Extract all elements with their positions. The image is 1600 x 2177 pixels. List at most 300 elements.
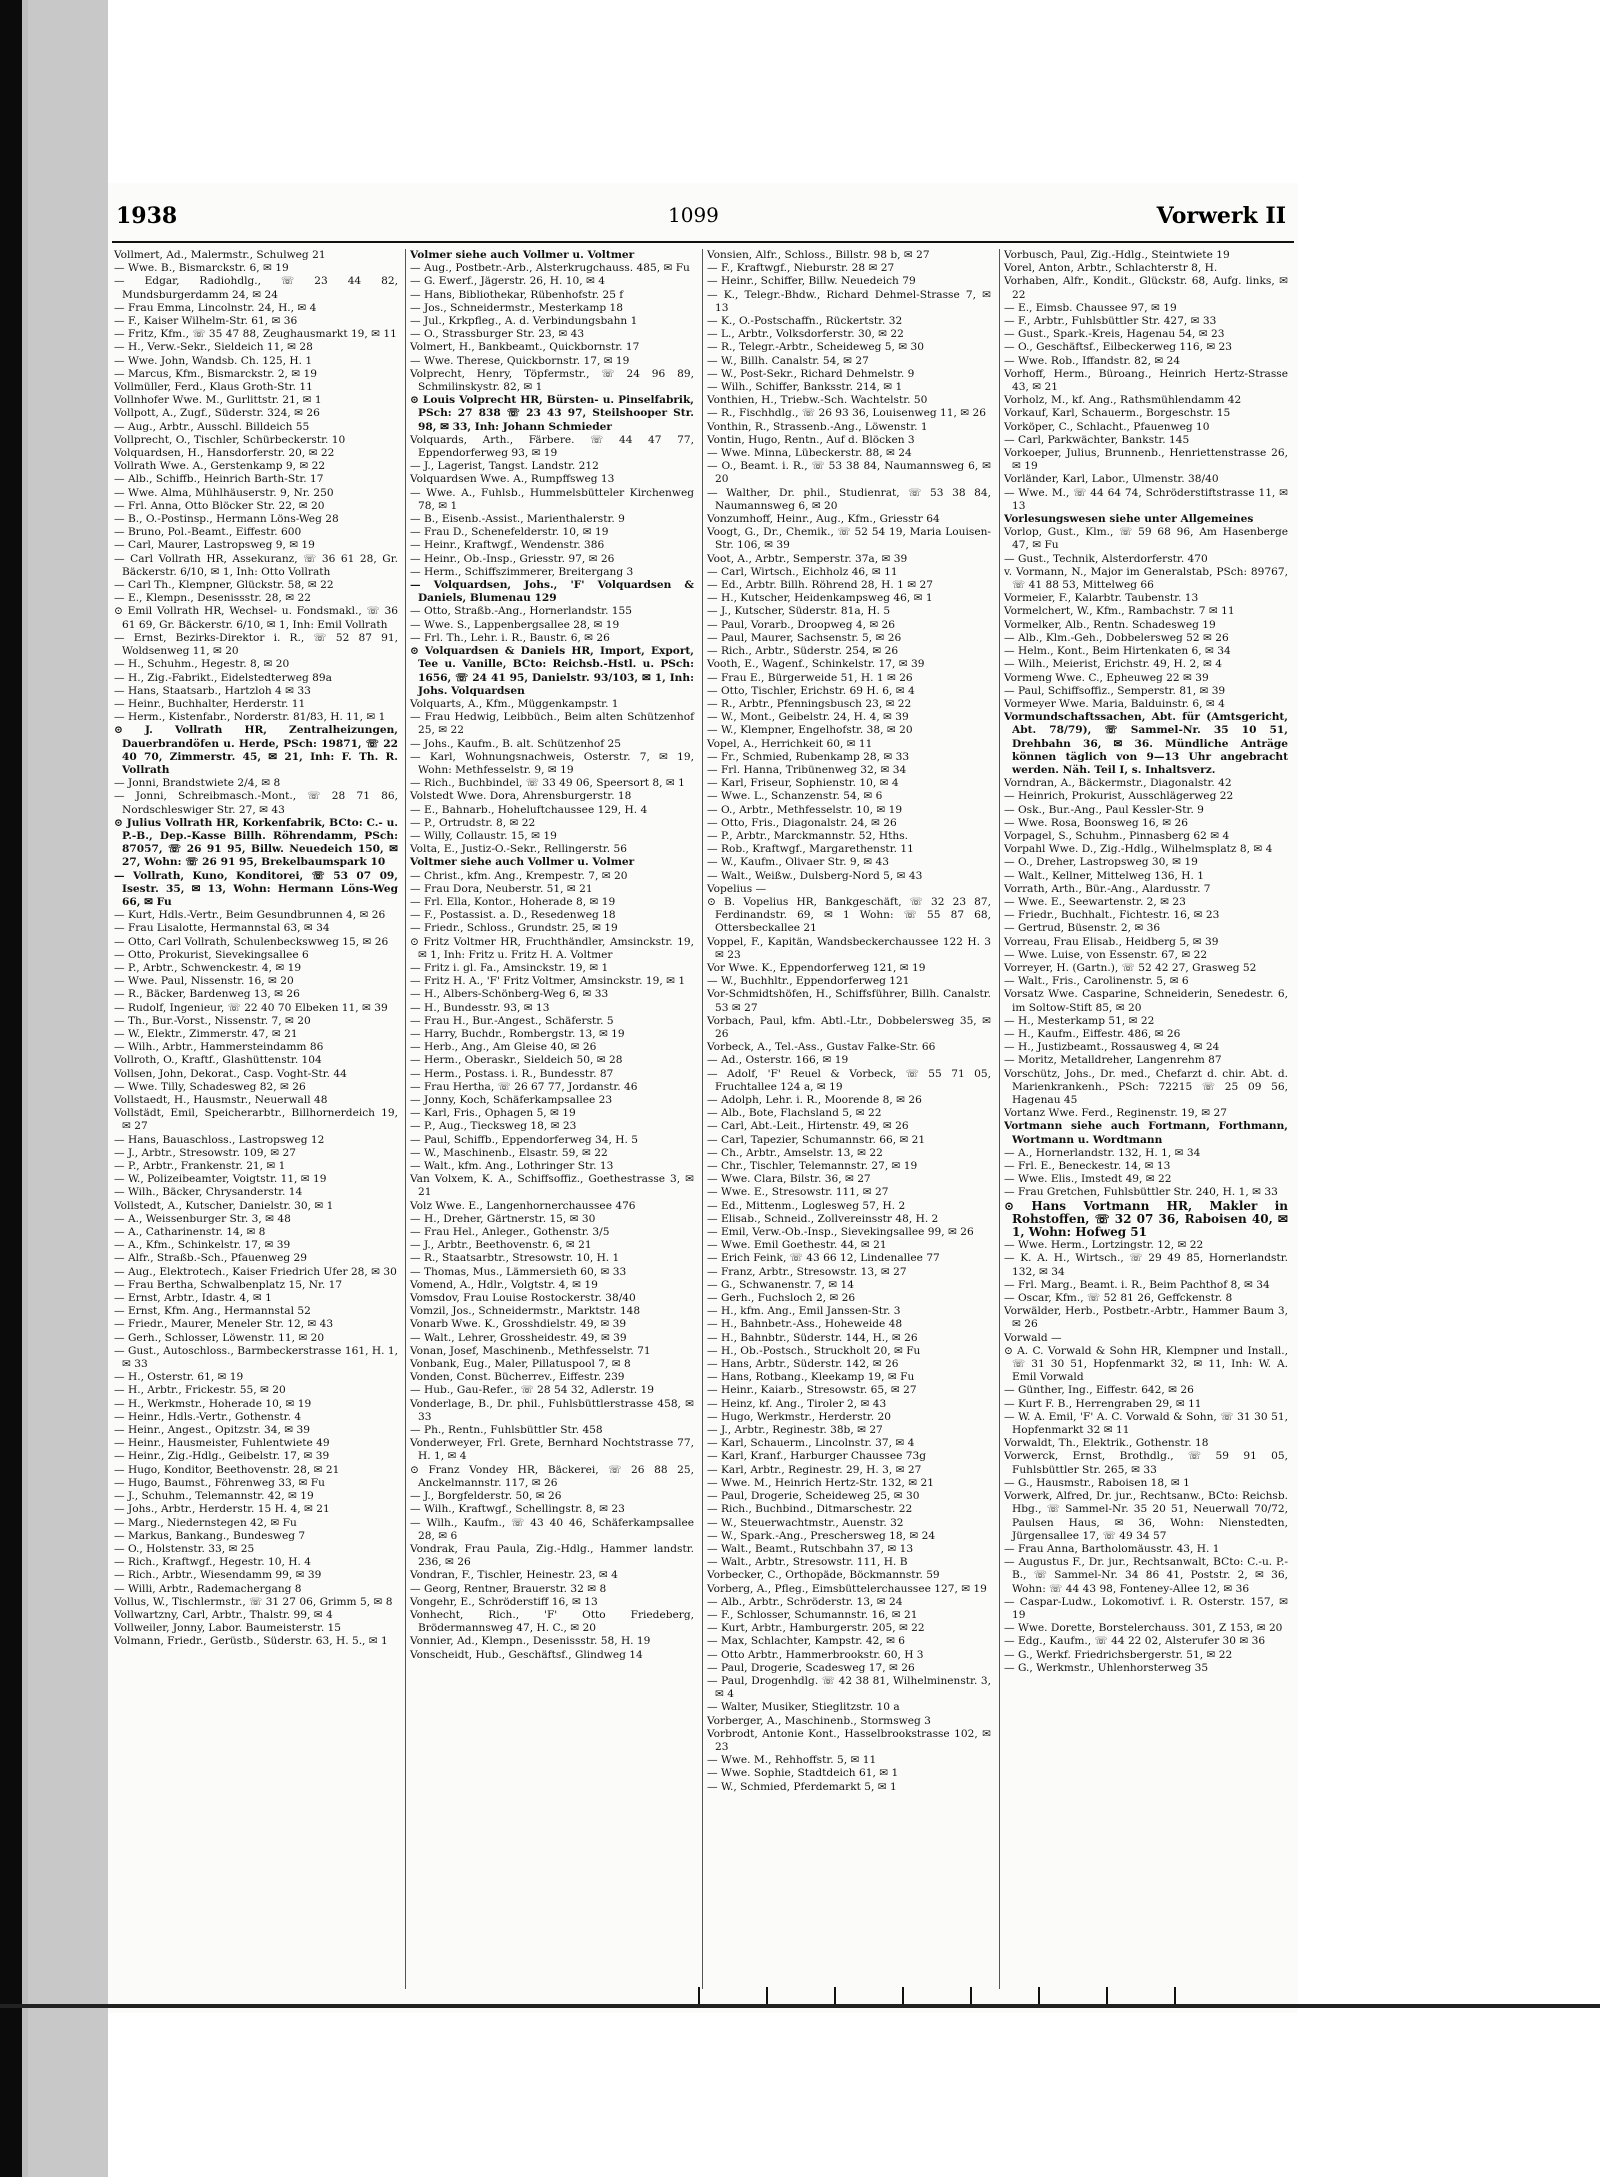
directory-entry: — Walt., Fris., Carolinenstr. 5, ✉ 6: [1004, 975, 1189, 988]
directory-entry: Vorholz, M., kf. Ang., Rathsmühlendamm 42: [1004, 394, 1242, 407]
directory-entry: — R., Telegr.-Arbtr., Scheideweg 5, ✉ 30: [707, 341, 924, 354]
book-binding-shadow: [0, 0, 22, 2177]
directory-entry: — Rich., Arbtr., Wiesendamm 99, ✉ 39: [114, 1569, 322, 1582]
directory-entry: — Heinr., Schiffer, Billw. Neuedeich 79: [707, 275, 916, 288]
directory-entry: — Frau Emma, Lincolnstr. 24, H., ✉ 4: [114, 301, 317, 314]
directory-entry: Vonan, Josef, Maschinenb., Methfesselstr. 71: [410, 1344, 651, 1357]
directory-entry: — Hans, Bauaschloss., Lastropsweg 12: [114, 1133, 325, 1146]
directory-entry: — Oscar, Kfm., ☏ 52 81 26, Geffckenstr. 8: [1004, 1292, 1233, 1305]
directory-entry: — R., Arbtr., Pfenningsbusch 23, ✉ 22: [707, 697, 912, 710]
directory-entry: — Heinr., Kraftwgf., Wendenstr. 386: [410, 539, 605, 552]
directory-entry: — Ernst, Bezirks-Direktor i. R., ☏ 52 87 91, Woldsenweg 11, ✉ 20: [114, 631, 398, 658]
directory-entry: — Frl. Th., Lehr. i. R., Baustr. 6, ✉ 26: [410, 631, 610, 644]
directory-entry: — Paul, Drogenhdlg. ☏ 42 38 81, Wilhelminenstr. 3, ✉ 4: [707, 1674, 991, 1701]
directory-entry: Vorberg, A., Pfleg., Eimsbüttelerchaussee 127, ✉ 19: [707, 1582, 987, 1595]
directory-entry: Vonbank, Eug., Maler, Pillatuspool 7, ✉ 8: [410, 1358, 631, 1371]
directory-entry: Vorwerck, Ernst, Brothdlg., ☏ 59 91 05, Fuhlsbüttler Str. 265, ✉ 33: [1004, 1450, 1288, 1476]
directory-entry: — Wwe. E., Stresowstr. 111, ✉ 27: [707, 1186, 889, 1199]
directory-entry: — P., Arbtr., Marckmannstr. 52, Hths.: [707, 829, 909, 842]
directory-entry: — H., Bahnbtr., Süderstr. 144, H., ✉ 26: [707, 1331, 918, 1344]
column-2: [410, 249, 694, 1662]
directory-entry: — G., Schwanenstr. 7, ✉ 14: [707, 1278, 854, 1291]
directory-entry: — Ernst, Arbtr., Idastr. 4, ✉ 1: [114, 1292, 272, 1305]
directory-entry: — Wwe. Elis., Imstedt 49, ✉ 22: [1004, 1173, 1172, 1186]
directory-entry: Vorpagel, S., Schuhm., Pinnasberg 62 ✉ 4: [1004, 829, 1230, 842]
directory-entry: Voppel, F., Kapitän, Wandsbeckerchaussee 122 H. 3 ✉ 23: [707, 935, 991, 961]
directory-entry: — Wwe. M., Rehhoffstr. 5, ✉ 11: [707, 1754, 877, 1767]
directory-entry: Vonnier, Ad., Klempn., Desenissstr. 58, H. 19: [410, 1635, 651, 1648]
directory-entry: — Elisab., Schneid., Zollvereinsstr 48, H. 2: [707, 1212, 939, 1225]
directory-entry: — E., Klempn., Desenissstr. 28, ✉ 22: [114, 592, 311, 605]
directory-entry: Vopelius —: [707, 882, 767, 895]
directory-entry: Vollstaedt, H., Hausmstr., Neuerwall 48: [114, 1094, 328, 1106]
directory-entry: — Wwe. Rob., Iffandstr. 82, ✉ 24: [1004, 354, 1181, 367]
directory-entry: — Wwe. Emil Goethestr. 44, ✉ 21: [707, 1239, 887, 1252]
directory-entry: — Paul, Maurer, Sachsenstr. 5, ✉ 26: [707, 631, 902, 644]
directory-entry: Van Volxem, K. A., Schiffsoffiz., Goethestrasse 3, ✉ 21: [410, 1173, 694, 1199]
directory-entry: Vonderweyer, Frl. Grete, Bernhard Nochtstrasse 77, H. 1, ✉ 4: [410, 1437, 694, 1463]
directory-entry: Vomzil, Jos., Schneidermstr., Marktstr. 148: [410, 1305, 641, 1318]
directory-entry: — Harry, Buchdr., Rombergstr. 13, ✉ 19: [410, 1027, 625, 1040]
directory-entry: Volta, E., Justiz-O.-Sekr., Rellingerstr. 56: [410, 843, 628, 856]
directory-entry: — B., O.-Postinsp., Hermann Löns-Weg 28: [114, 513, 339, 526]
directory-entry: Volmert, H., Bankbeamt., Quickbornstr. 17: [410, 341, 640, 354]
directory-entry: — K. A. H., Wirtsch., ☏ 29 49 85, Hornerlandstr. 132, ✉ 34: [1004, 1252, 1288, 1278]
directory-entry: Vollmert, Ad., Malermstr., Schulweg 21: [114, 249, 326, 261]
directory-entry: Vorköper, C., Schlacht., Pfauenweg 10: [1004, 420, 1210, 433]
directory-entry: Vollroth, O., Kraftf., Glashüttenstr. 104: [114, 1054, 322, 1067]
directory-entry: Volquardsen Wwe. A., Rumpffsweg 13: [410, 473, 615, 486]
directory-entry: — A., Weissenburger Str. 3, ✉ 48: [114, 1212, 291, 1225]
guide-word: Vorwerk II: [1156, 203, 1286, 229]
directory-entry: — Paul, Vorarb., Droopweg 4, ✉ 26: [707, 618, 896, 631]
directory-entry: — F., Arbtr., Fuhlsbüttler Str. 427, ✉ 33: [1004, 315, 1217, 328]
directory-entry: — H., Albers-Schönberg-Weg 6, ✉ 33: [410, 988, 609, 1001]
directory-entry: Vollus, W., Tischlermstr., ☏ 31 27 06, Grimm 5, ✉ 8: [114, 1595, 393, 1608]
directory-entry: — K., Telegr.-Bhdw., Richard Dehmel-Strasse 7, ✉ 13: [707, 288, 991, 314]
directory-entry: — Wwe. Sophie, Stadtdeich 61, ✉ 1: [707, 1767, 899, 1780]
directory-entry: — Caspar-Ludw., Lokomotivf. i. R. Osterstr. 157, ✉ 19: [1004, 1595, 1288, 1621]
directory-entry: — Wwe. B., Bismarckstr. 6, ✉ 19: [114, 262, 289, 275]
directory-entry: ⊙ Franz Vondey HR, Bäckerei, ☏ 26 88 25, Anckelmannstr. 117, ✉ 26: [410, 1463, 694, 1489]
directory-entry: — Th., Bur.-Vorst., Nissenstr. 7, ✉ 20: [114, 1014, 311, 1027]
directory-entry: — Frau Hertha, ☏ 26 67 77, Jordanstr. 46: [410, 1080, 638, 1093]
directory-entry: ⊙ Hans Vortmann HR, Makler in Rohstoffen, ☏ 32 07 36, Raboisen 40, ✉ 1, Wohn: Hofweg 51: [1004, 1198, 1288, 1240]
directory-entry: — Walt., Kellner, Mittelweg 136, H. 1: [1004, 869, 1204, 882]
directory-entry: — O., Dreher, Lastropsweg 30, ✉ 19: [1004, 856, 1198, 869]
directory-entry: — Jos., Schneidermstr., Mesterkamp 18: [410, 301, 624, 314]
directory-entry: — Gerh., Schlosser, Löwenstr. 11, ✉ 20: [114, 1331, 325, 1344]
directory-entry: Vondrak, Frau Paula, Zig.-Hdlg., Hammer landstr. 236, ✉ 26: [410, 1542, 694, 1569]
directory-entry: — Heinrich, Prokurist, Ausschlägerweg 22: [1004, 790, 1234, 803]
directory-entry: Vonthien, H., Triebw.-Sch. Wachtelstr. 50: [707, 394, 928, 407]
directory-entry: Vomsdov, Frau Louise Rostockerstr. 38/40: [410, 1292, 636, 1305]
directory-entry: — H., Ob.-Postsch., Struckholt 20, ✉ Fu: [707, 1344, 921, 1357]
directory-entry: — L., Arbtr., Volksdorferstr. 30, ✉ 22: [707, 328, 904, 341]
directory-entry: — P., Arbtr., Frankenstr. 21, ✉ 1: [114, 1160, 286, 1173]
directory-entry: — Kurt F. B., Herrengraben 29, ✉ 11: [1004, 1397, 1202, 1410]
directory-entry: — Christ., kfm. Ang., Krempestr. 7, ✉ 20: [410, 869, 628, 882]
directory-entry: Vollwartzny, Carl, Arbtr., Thalstr. 99, ✉ 4: [114, 1608, 333, 1621]
directory-entry: — Wwe. S., Lappenbergsallee 28, ✉ 19: [410, 618, 620, 631]
directory-entry: — Friedr., Buchhalt., Fichtestr. 16, ✉ 23: [1004, 909, 1220, 922]
directory-entry: Vorreau, Frau Elisab., Heidberg 5, ✉ 39: [1004, 935, 1219, 948]
directory-entry: — Wwe. Dorette, Borstelerchauss. 301, Z 153, ✉ 20: [1004, 1622, 1283, 1635]
directory-entry: Vongehr, E., Schröderstiff 16, ✉ 13: [410, 1595, 598, 1608]
directory-entry: Vorreyer, H. (Gartn.), ☏ 52 42 27, Grasweg 52: [1004, 961, 1257, 974]
directory-entry: — Karl, Schauerm., Lincolnstr. 37, ✉ 4: [707, 1437, 915, 1450]
directory-entry: — Carl, Maurer, Lastropsweg 9, ✉ 19: [114, 539, 315, 552]
directory-entry: — Adolf, 'F' Reuel & Vorbeck, ☏ 55 71 05, Fruchtallee 124 a, ✉ 19: [707, 1067, 991, 1093]
directory-entry: Vorwerk, Alfred, Dr. jur., Rechtsanw., BCto: Reichsb. Hbg., ☏ Sammel-Nr. 35 20 51, Neuerwall 70/72, Paulsen Haus, ✉ 36, Wohn: Nienstedten, Jürgensallee 17, ☏ 49 34 57: [1004, 1490, 1288, 1542]
directory-entry: — Ed., Arbtr. Billh. Röhrend 28, H. 1 ✉ 27: [707, 579, 933, 592]
directory-page: [108, 183, 1298, 2013]
directory-entry: ⊙ Fritz Voltmer HR, Fruchthändler, Amsinckstr. 19, ✉ 1, Inh: Fritz u. Fritz H. A. Voltmer: [410, 935, 694, 961]
directory-entry: — J., Kutscher, Süderstr. 81a, H. 5: [707, 605, 891, 618]
directory-entry: — Wwe. A., Fuhlsb., Hummelsbütteler Kirchenweg 78, ✉ 1: [410, 486, 694, 512]
directory-entry: — Frau Hel., Anleger., Gothenstr. 3/5: [410, 1226, 610, 1239]
directory-entry: — Wwe. Minna, Lübeckerstr. 88, ✉ 24: [707, 447, 912, 460]
directory-entry: — Herm., Postass. i. R., Bundesstr. 87: [410, 1067, 614, 1080]
directory-entry: Vorbecker, C., Orthopäde, Böckmannstr. 59: [707, 1569, 940, 1582]
directory-entry: Vonarb Wwe. K., Grosshdielstr. 49, ✉ 39: [410, 1318, 627, 1331]
directory-entry: — H., kfm. Ang., Emil Janssen-Str. 3: [707, 1305, 901, 1318]
directory-entry: — W., Steuerwachtmstr., Auenstr. 32: [707, 1516, 904, 1529]
directory-entry: Vortanz Wwe. Ferd., Reginenstr. 19, ✉ 27: [1004, 1107, 1228, 1120]
directory-entry: Vondran, F., Tischler, Heinestr. 23, ✉ 4: [410, 1569, 618, 1582]
directory-entry: Vormundschaftssachen, Abt. für (Amtsgericht, Abt. 78/79), ☏ Sammel-Nr. 35 10 51, Drehbahn 36, ✉ 36. Mündliche Anträge können täglich von 9—13 Uhr angebracht werden. Näh. Teil I, s. Inhaltsverz.: [1004, 711, 1288, 776]
directory-entry: — Ph., Rentn., Fuhlsbüttler Str. 458: [410, 1424, 603, 1437]
directory-entry: — Heinr., Zig.-Hdlg., Geibelstr. 17, ✉ 39: [114, 1450, 330, 1463]
scan-margin: [28, 0, 108, 2177]
directory-entry: Vorpahl Wwe. D., Zig.-Hdlg., Wilhelmsplatz 8, ✉ 4: [1004, 843, 1273, 856]
directory-entry: Vorwälder, Herb., Postbetr.-Arbtr., Hammer Baum 3, ✉ 26: [1004, 1305, 1288, 1331]
directory-entry: Vorkauf, Karl, Schauerm., Borgeschstr. 15: [1004, 407, 1231, 420]
directory-entry: Vollmüller, Ferd., Klaus Groth-Str. 11: [114, 381, 313, 394]
directory-entry: — Rich., Buchbind., Ditmarschestr. 22: [707, 1503, 913, 1516]
directory-entry: — R., Staatsarbtr., Stresowstr. 10, H. 1: [410, 1252, 620, 1265]
directory-entry: — P., Aug., Tiecksweg 18, ✉ 23: [410, 1120, 577, 1133]
directory-entry: — Friedr., Maurer, Meneler Str. 12, ✉ 43: [114, 1318, 334, 1331]
directory-entry: — H., Schuhm., Hegestr. 8, ✉ 20: [114, 658, 290, 671]
directory-entry: — Carl Vollrath HR, Assekuranz, ☏ 36 61 28, Gr. Bäckerstr. 6/10, ✉ 1, Inh: Otto Vollrath: [114, 552, 398, 578]
directory-entry: — W., Kaufm., Olivaer Str. 9, ✉ 43: [707, 856, 890, 869]
directory-entry: — Wwe. Luise, von Essenstr. 67, ✉ 22: [1004, 948, 1208, 961]
directory-entry: — O., Strassburger Str. 23, ✉ 43: [410, 328, 585, 341]
directory-entry: — H., Kutscher, Heidenkampsweg 46, ✉ 1: [707, 592, 933, 605]
directory-entry: Vorländer, Karl, Labor., Ulmenstr. 38/40: [1004, 473, 1219, 486]
directory-entry: — A., Hornerlandstr. 132, H. 1, ✉ 34: [1004, 1146, 1201, 1159]
directory-entry: ⊙ Julius Vollrath HR, Korkenfabrik, BCto: C.- u. P.-B., Dep.-Kasse Billh. Röhrendamm, PSch: 87057, ☏ 26 91 95, Billw. Neuedeich 150, ✉ 27, Wohn: ☏ 26 91 95, Brekelbaumspark 10: [114, 816, 398, 869]
column-4: [1004, 249, 1288, 1675]
directory-entry: Vormelchert, W., Kfm., Rambachstr. 7 ✉ 11: [1004, 605, 1235, 618]
directory-entry: — Frl. Anna, Otto Blöcker Str. 22, ✉ 20: [114, 499, 325, 512]
directory-entry: Vollstedt, A., Kutscher, Danielstr. 30, ✉ 1: [114, 1199, 334, 1212]
directory-entry: — Frl. Marg., Beamt. i. R., Beim Pachthof 8, ✉ 34: [1004, 1278, 1270, 1291]
directory-entry: — Paul, Drogerie, Scadesweg 17, ✉ 26: [707, 1661, 915, 1674]
directory-entry: Vorwald —: [1004, 1331, 1062, 1344]
directory-entry: — O., Holstenstr. 33, ✉ 25: [114, 1542, 255, 1555]
directory-entry: — Hugo, Konditor, Beethovenstr. 28, ✉ 21: [114, 1463, 340, 1476]
directory-entry: — Thomas, Mus., Lämmersieth 60, ✉ 33: [410, 1265, 627, 1278]
directory-entry: — R., Bäcker, Bardenweg 13, ✉ 26: [114, 988, 300, 1001]
directory-entry: — Wwe. Clara, Bilstr. 36, ✉ 27: [707, 1173, 871, 1186]
directory-entry: ⊙ B. Vopelius HR, Bankgeschäft, ☏ 32 23 87, Ferdinandstr. 69, ✉ 1 Wohn: ☏ 55 87 68, Ottersbeckallee 21: [707, 895, 991, 935]
directory-entry: — E., Eimsb. Chaussee 97, ✉ 19: [1004, 301, 1177, 314]
directory-entry: — Hugo, Werkmstr., Herderstr. 20: [707, 1410, 891, 1423]
directory-entry: — Carl, Abt.-Leit., Hirtenstr. 49, ✉ 26: [707, 1120, 909, 1133]
directory-entry: — Chr., Tischler, Telemannstr. 27, ✉ 19: [707, 1160, 918, 1173]
directory-entry: — Heinr., Kaiarb., Stresowstr. 65, ✉ 27: [707, 1384, 917, 1397]
directory-entry: Vopel, A., Herrichkeit 60, ✉ 11: [707, 737, 873, 750]
directory-entry: — Emil, Verw.-Ob.-Insp., Sievekingsallee 99, ✉ 26: [707, 1226, 974, 1239]
directory-entry: — F., Kaiser Wilhelm-Str. 61, ✉ 36: [114, 315, 298, 328]
directory-entry: — Walt., Arbtr., Stresowstr. 111, H. B: [707, 1556, 908, 1569]
directory-entry: — Franz, Arbtr., Stresowstr. 13, ✉ 27: [707, 1265, 907, 1278]
directory-entry: — Herm., Oberaskr., Sieldeich 50, ✉ 28: [410, 1054, 623, 1067]
directory-entry: — Otto, Fris., Diagonalstr. 24, ✉ 26: [707, 816, 897, 829]
directory-entry: — Friedr., Schloss., Grundstr. 25, ✉ 19: [410, 922, 618, 935]
directory-entry: — G., Werkmstr., Uhlenhorsterweg 35: [1004, 1661, 1209, 1674]
directory-entry: Voogt, G., Dr., Chemik., ☏ 52 54 19, Maria Louisen-Str. 106, ✉ 39: [707, 526, 991, 552]
directory-entry: — Gust., Spark.-Kreis, Hagenau 54, ✉ 23: [1004, 328, 1225, 341]
directory-entry: — Carl, Tapezier, Schumannstr. 66, ✉ 21: [707, 1133, 926, 1146]
directory-entry: — W., Schmied, Pferdemarkt 5, ✉ 1: [707, 1780, 897, 1793]
directory-entry: Vonthin, R., Strassenb.-Ang., Löwenstr. 1: [707, 420, 928, 433]
directory-entry: — Jonny, Koch, Schäferkampsallee 23: [410, 1094, 613, 1106]
directory-entry: — W., Billh. Canalstr. 54, ✉ 27: [707, 354, 869, 367]
directory-entry: Vormelker, Alb., Rentn. Schadesweg 19: [1004, 618, 1216, 631]
directory-entry: — Alb., Arbtr., Schröderstr. 13, ✉ 24: [707, 1595, 903, 1608]
directory-entry: ⊙ Louis Volprecht HR, Bürsten- u. Pinselfabrik, PSch: 27 838 ☏ 23 43 97, Steilshooper Str. 98, ✉ 33, Inh: Johann Schmieder: [410, 394, 694, 433]
directory-entry: — Frau Gretchen, Fuhlsbüttler Str. 240, H. 1, ✉ 33: [1004, 1186, 1278, 1199]
directory-entry: Vonsien, Alfr., Schloss., Billstr. 98 b, ✉ 27: [707, 249, 930, 261]
directory-entry: Volquards, Arth., Färbere. ☏ 44 47 77, Eppendorferweg 93, ✉ 19: [410, 433, 694, 460]
directory-entry: — O., Arbtr., Methfesselstr. 10, ✉ 19: [707, 803, 903, 816]
directory-entry: Vorel, Anton, Arbtr., Schlachterstr 8, H.: [1004, 262, 1218, 275]
directory-entry: — Georg, Rentner, Brauerstr. 32 ✉ 8: [410, 1582, 607, 1595]
directory-entry: ⊙ Volquardsen & Daniels HR, Import, Export, Tee u. Vanille, BCto: Reichsb.-Hstl. u. PSch: 1656, ☏ 24 41 95, Danielstr. 93/103, ✉ 1, Inh: Johs. Volquardsen: [410, 645, 694, 697]
directory-entry: Vorndran, A., Bäckermstr., Diagonalstr. 42: [1004, 777, 1232, 790]
directory-entry: — Walt., Lehrer, Grossheidestr. 49, ✉ 39: [410, 1331, 627, 1344]
running-head: [108, 203, 1298, 233]
directory-entry: — Frau Anna, Bartholomäusstr. 43, H. 1: [1004, 1542, 1220, 1555]
directory-entry: — Wilh., Kaufm., ☏ 43 40 46, Schäferkampsallee 28, ✉ 6: [410, 1516, 694, 1542]
directory-entry: — Marcus, Kfm., Bismarckstr. 2, ✉ 19: [114, 367, 318, 380]
directory-entry: — Edg., Kaufm., ☏ 44 22 02, Alsterufer 30 ✉ 36: [1004, 1635, 1266, 1648]
directory-entry: Vorhoff, Herm., Büroang., Heinrich Hertz-Strasse 43, ✉ 21: [1004, 367, 1288, 394]
directory-entry: — Heinr., Hdls.-Vertr., Gothenstr. 4: [114, 1410, 302, 1423]
directory-entry: Vollsen, John, Dekorat., Casp. Voght-Str. 44: [114, 1067, 347, 1080]
directory-entry: — Ad., Osterstr. 166, ✉ 19: [707, 1054, 849, 1067]
directory-entry: Vollprecht, O., Tischler, Schürbeckerstr. 10: [114, 433, 346, 446]
column-divider: [702, 249, 703, 1989]
directory-entry: — Ernst, Kfm. Ang., Hermannstal 52: [114, 1305, 311, 1318]
directory-entry: Vollpott, A., Zugf., Süderstr. 324, ✉ 26: [114, 407, 320, 420]
directory-entry: — Karl, Friseur, Sophienstr. 10, ✉ 4: [707, 777, 899, 790]
directory-entry: Volprecht, Henry, Töpfermstr., ☏ 24 96 89, Schmilinskystr. 82, ✉ 1: [410, 367, 694, 394]
directory-entry: Vorberger, A., Maschinenb., Stormsweg 3: [707, 1714, 931, 1727]
directory-entry: — Alb., Klm.-Geh., Dobbelersweg 52 ✉ 26: [1004, 631, 1229, 644]
directory-entry: — A., Kfm., Schinkelstr. 17, ✉ 39: [114, 1239, 291, 1252]
directory-entry: — Alb., Bote, Flachsland 5, ✉ 22: [707, 1107, 882, 1120]
directory-entry: — Wwe. M., Heinrich Hertz-Str. 132, ✉ 21: [707, 1476, 934, 1489]
directory-entry: Vormeier, F., Kalarbtr. Taubenstr. 13: [1004, 592, 1199, 605]
directory-entry: — H., Kaufm., Eiffestr. 486, ✉ 26: [1004, 1027, 1181, 1040]
directory-entry: — Walter, Musiker, Stieglitzstr. 10 a: [707, 1701, 900, 1714]
directory-entry: — Osk., Bur.-Ang., Paul Kessler-Str. 9: [1004, 803, 1204, 816]
directory-entry: — R., Fischhdlg., ☏ 26 93 36, Louisenweg 11, ✉ 26: [707, 407, 986, 420]
directory-entry: — Jonni, Brandstwiete 2/4, ✉ 8: [114, 777, 281, 790]
directory-entry: — Rich., Kraftwgf., Hegestr. 10, H. 4: [114, 1556, 311, 1569]
directory-entry: — W., Buchhltr., Eppendorferweg 121: [707, 975, 910, 988]
directory-entry: — Hans, Staatsarb., Hartzloh 4 ✉ 33: [114, 684, 311, 697]
directory-entry: — Adolph, Lehr. i. R., Moorende 8, ✉ 26: [707, 1094, 922, 1106]
directory-entry: — G., Hausmstr., Raboisen 18, ✉ 1: [1004, 1476, 1190, 1489]
directory-entry: — Wwe. Tilly, Schadesweg 82, ✉ 26: [114, 1080, 306, 1093]
directory-entry: — Walt., Weißw., Dulsberg-Nord 5, ✉ 43: [707, 869, 923, 882]
directory-entry: Vonden, Const. Bücherrev., Eiffestr. 239: [410, 1371, 625, 1384]
directory-entry: — Frl. E., Beneckestr. 14, ✉ 13: [1004, 1160, 1171, 1173]
directory-entry: — J., Lagerist, Tangst. Landstr. 212: [410, 460, 599, 473]
directory-entry: — Hugo, Baumst., Föhrenweg 33, ✉ Fu: [114, 1476, 325, 1489]
directory-entry: — Frau Bertha, Schwalbenplatz 15, Nr. 17: [114, 1278, 343, 1291]
directory-entry: — Otto, Straßb.-Ang., Hornerlandstr. 155: [410, 605, 633, 618]
directory-entry: — Hans, Rotbang., Kleekamp 19, ✉ Fu: [707, 1371, 915, 1384]
directory-entry: — Aug., Arbtr., Ausschl. Billdeich 55: [114, 420, 310, 433]
directory-entry: — H., Werkmstr., Hoherade 10, ✉ 19: [114, 1397, 312, 1410]
directory-entry: — W., Spark.-Ang., Preschersweg 18, ✉ 24: [707, 1529, 936, 1542]
directory-entry: — W., Polizeibeamter, Voigtstr. 11, ✉ 19: [114, 1173, 327, 1186]
directory-entry: — Otto, Tischler, Erichstr. 69 H. 6, ✉ 4: [707, 684, 915, 697]
directory-entry: — J., Arbtr., Reginestr. 38b, ✉ 27: [707, 1424, 883, 1437]
directory-entry: — Hans, Arbtr., Süderstr. 142, ✉ 26: [707, 1358, 899, 1371]
directory-entry: — Hub., Gau-Refer., ☏ 28 54 32, Adlerstr. 19: [410, 1384, 655, 1397]
directory-entry: — Gertrud, Büsenstr. 2, ✉ 36: [1004, 922, 1161, 935]
directory-entry: — Rich., Buchbindel, ☏ 33 49 06, Speersort 8, ✉ 1: [410, 777, 685, 790]
directory-entry: Vonderlage, B., Dr. phil., Fuhlsbüttlerstrasse 458, ✉ 33: [410, 1397, 694, 1423]
directory-entry: — Frl. Ella, Kontor., Hoherade 8, ✉ 19: [410, 895, 616, 908]
directory-entry: — Max, Schlachter, Kampstr. 42, ✉ 6: [707, 1635, 906, 1648]
directory-entry: — H., Zig.-Fabrikt., Eidelstedterweg 89a: [114, 671, 332, 684]
directory-entry: Vorwaldt, Th., Elektrik., Gothenstr. 18: [1004, 1437, 1209, 1450]
directory-entry: — W., Klempner, Engelhofstr. 38, ✉ 20: [707, 724, 913, 737]
directory-entry: — F., Schlosser, Schumannstr. 16, ✉ 21: [707, 1608, 918, 1621]
directory-entry: ⊙ A. C. Vorwald & Sohn HR, Klempner und Install., ☏ 31 30 51, Hopfenmarkt 32, ✉ 11, Inh: W. A. Emil Vorwald: [1004, 1344, 1288, 1384]
directory-entry: — Hans, Bibliothekar, Rübenhofstr. 25 f: [410, 288, 624, 301]
directory-entry: Vor Wwe. K., Eppendorferweg 121, ✉ 19: [707, 961, 926, 974]
directory-entry: Vontin, Hugo, Rentn., Auf d. Blöcken 3: [707, 433, 915, 446]
directory-entry: — Gust., Technik, Alsterdorferstr. 470: [1004, 552, 1208, 565]
directory-entry: — Gust., Autoschloss., Barmbeckerstrasse 161, H. 1, ✉ 33: [114, 1344, 398, 1371]
directory-entry: — E., Bahnarb., Hoheluftchaussee 129, H. 4: [410, 803, 648, 816]
directory-entry: — Wwe. E., Seewartenstr. 2, ✉ 23: [1004, 895, 1186, 908]
directory-entry: — Fr., Schmied, Rubenkamp 28, ✉ 33: [707, 750, 910, 763]
directory-entry: — Alfr., Straßb.-Sch., Pfauenweg 29: [114, 1252, 307, 1265]
header-rule: [112, 241, 1294, 243]
directory-entry: — Wwe. L., Schanzenstr. 54, ✉ 6: [707, 790, 883, 803]
directory-entry: — O., Geschäftsf., Eilbeckerweg 116, ✉ 23: [1004, 341, 1233, 354]
directory-entry: — Wilh., Kraftwgf., Schellingstr. 8, ✉ 23: [410, 1503, 625, 1516]
directory-entry: Vorbeck, A., Tel.-Ass., Gustav Falke-Str. 66: [707, 1041, 936, 1054]
directory-entry: Vooth, E., Wagenf., Schinkelstr. 17, ✉ 39: [707, 658, 925, 671]
directory-entry: Vortmann siehe auch Fortmann, Forthmann, Wortmann u. Wordtmann: [1004, 1120, 1288, 1146]
directory-entry: — Heinz, kf. Ang., Tiroler 2, ✉ 43: [707, 1397, 887, 1410]
directory-entry: — Kurt, Arbtr., Hamburgerstr. 205, ✉ 22: [707, 1622, 925, 1635]
directory-entry: — Walther, Dr. phil., Studienrat, ☏ 53 38 84, Naumannsweg 6, ✉ 20: [707, 486, 991, 512]
directory-entry: — Edgar, Radiohdlg., ☏ 23 44 82, Mundsburgerdamm 24, ✉ 24: [114, 275, 398, 301]
directory-entry: — P., Arbtr., Schwenckestr. 4, ✉ 19: [114, 961, 302, 974]
directory-entry: — Walt., Beamt., Rutschbahn 37, ✉ 13: [707, 1542, 914, 1555]
directory-entry: — Frau Hedwig, Leibbüch., Beim alten Schützenhof 25, ✉ 22: [410, 711, 694, 737]
directory-entry: — Carl Th., Klempner, Glückstr. 58, ✉ 22: [114, 579, 334, 592]
directory-entry: Vorkoeper, Julius, Brunnenb., Henriettenstrasse 26, ✉ 19: [1004, 447, 1288, 473]
directory-entry: — Paul, Drogerie, Scheideweg 25, ✉ 30: [707, 1490, 920, 1503]
directory-entry: — F., Kraftwgf., Nieburstr. 28 ✉ 27: [707, 262, 895, 275]
directory-entry: — Paul, Schiffb., Eppendorferweg 34, H. 5: [410, 1133, 638, 1146]
directory-entry: Vorlesungswesen siehe unter Allgemeines: [1004, 513, 1254, 526]
directory-entry: — H., Bahnbetr.-Ass., Hoheweide 48: [707, 1318, 903, 1331]
directory-entry: — W., Elektr., Zimmerstr. 47, ✉ 21: [114, 1027, 298, 1040]
directory-entry: — H., Osterstr. 61, ✉ 19: [114, 1371, 244, 1384]
directory-entry: — Aug., Postbetr.-Arb., Alsterkrugchauss. 485, ✉ Fu: [410, 262, 690, 275]
directory-entry: — Günther, Ing., Eiffestr. 642, ✉ 26: [1004, 1384, 1194, 1397]
directory-entry: — Wilh., Arbtr., Hammersteindamm 86: [114, 1041, 324, 1054]
directory-entry: — W., Maschinenb., Elsastr. 59, ✉ 22: [410, 1146, 608, 1159]
directory-entry: — Wilh., Schiffer, Banksstr. 214, ✉ 1: [707, 381, 903, 394]
directory-entry: — Helm., Kont., Beim Hirtenkaten 6, ✉ 34: [1004, 645, 1231, 658]
directory-entry: — Moritz, Metalldreher, Langenrehm 87: [1004, 1054, 1222, 1067]
directory-entry: — Wilh., Meierist, Erichstr. 49, H. 2, ✉ 4: [1004, 658, 1222, 671]
page-year: 1938: [116, 203, 178, 229]
directory-entry: Vormeng Wwe. C., Epheuweg 22 ✉ 39: [1004, 671, 1209, 684]
directory-entry: Vorbusch, Paul, Zig.-Hdlg., Steintwiete 19: [1004, 249, 1230, 261]
directory-entry: Vor-Schmidtshöfen, H., Schiffsführer, Billh. Canalstr. 53 ✉ 27: [707, 988, 991, 1014]
directory-entry: — Augustus F., Dr. jur., Rechtsanwalt, BCto: C.-u. P.-B., ☏ Sammel-Nr. 34 86 41, Poststr. 2, ✉ 36, Wohn: ☏ 44 43 98, Fonteney-Allee 12, ✉ 36: [1004, 1556, 1288, 1595]
directory-entry: — Vollrath, Kuno, Konditorei, ☏ 53 07 09, Isestr. 35, ✉ 13, Wohn: Hermann Löns-Weg 66, ✉ Fu: [114, 869, 398, 908]
directory-entry: — Rich., Arbtr., Süderstr. 254, ✉ 26: [707, 645, 899, 658]
directory-entry: Volquarts, A., Kfm., Müggenkampstr. 1: [410, 697, 619, 710]
directory-entry: v. Vormann, N., Major im Generalstab, PSch: 89767, ☏ 41 88 53, Mittelweg 66: [1004, 565, 1288, 592]
directory-entry: — Volquardsen, Johs., 'F' Volquardsen & Daniels, Blumenau 129: [410, 579, 694, 605]
directory-entry: — J., Schuhm., Telemannstr. 42, ✉ 19: [114, 1490, 314, 1503]
directory-entry: Vonhecht, Rich., 'F' Otto Friedeberg, Brödermannsweg 47, H. C., ✉ 20: [410, 1608, 694, 1635]
directory-entry: — Karl, Kranf., Harburger Chaussee 73g: [707, 1450, 927, 1463]
directory-entry: — Gerh., Fuchsloch 2, ✉ 26: [707, 1292, 856, 1305]
directory-entry: Volmer siehe auch Vollmer u. Voltmer: [410, 249, 635, 261]
directory-entry: — Fritz i. gl. Fa., Amsinckstr. 19, ✉ 1: [410, 961, 609, 974]
directory-entry: — F., Postassist. a. D., Resedenweg 18: [410, 909, 616, 922]
directory-entry: Vorsatz Wwe. Casparine, Schneiderin, Senedestr. 6, im Soltow-Stift 85, ✉ 20: [1004, 988, 1288, 1014]
directory-entry: — Wwe. Rosa, Boonsweg 16, ✉ 26: [1004, 816, 1188, 829]
directory-entry: — Heinr., Buchhalter, Herderstr. 11: [114, 697, 306, 710]
directory-entry: — Frau H., Bur.-Angest., Schäferstr. 5: [410, 1014, 614, 1027]
directory-entry: — W., Mont., Geibelstr. 24, H. 4, ✉ 39: [707, 711, 909, 724]
directory-entry: Vorbach, Paul, kfm. Abtl.-Ltr., Dobbelersweg 35, ✉ 26: [707, 1014, 991, 1040]
directory-entry: Vorrath, Arth., Bür.-Ang., Alardusstr. 7: [1004, 882, 1211, 895]
column-divider: [405, 249, 406, 1989]
directory-entry: — J., Arbtr., Stresowstr. 109, ✉ 27: [114, 1146, 296, 1159]
directory-entry: — Otto Arbtr., Hammerbrookstr. 60, H 3: [707, 1648, 924, 1661]
directory-entry: — J., Arbtr., Beethovenstr. 6, ✉ 21: [410, 1239, 592, 1252]
directory-entry: — Kurt, Hdls.-Vertr., Beim Gesundbrunnen 4, ✉ 26: [114, 909, 386, 922]
directory-entry: — H., Dreher, Gärtnerstr. 15, ✉ 30: [410, 1212, 596, 1225]
directory-entry: — Aug., Elektrotech., Kaiser Friedrich Ufer 28, ✉ 30: [114, 1265, 397, 1278]
directory-entry: — Herm., Kistenfabr., Norderstr. 81/83, H. 11, ✉ 1: [114, 711, 386, 724]
directory-entry: Volmann, Friedr., Gerüstb., Süderstr. 63, H. 5., ✉ 1: [114, 1635, 388, 1648]
directory-entry: — Markus, Bankang., Bundesweg 7: [114, 1529, 306, 1542]
directory-entry: — O., Beamt. i. R., ☏ 53 38 84, Naumannsweg 6, ✉ 20: [707, 460, 991, 486]
